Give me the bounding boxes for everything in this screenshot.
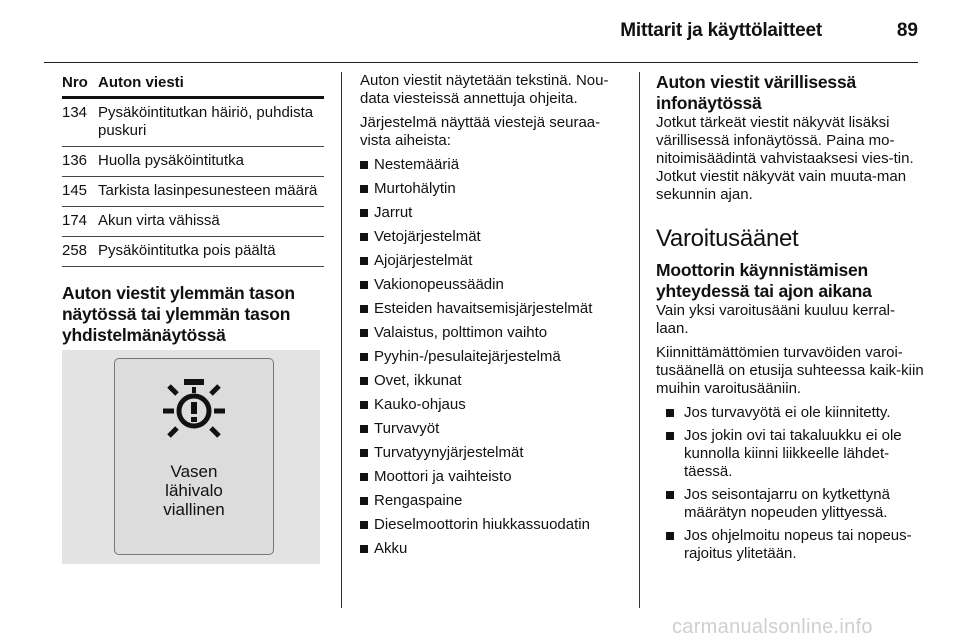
paragraph: Jotkut tärkeät viestit näkyvät lisäksi värillisessä infonäytössä. Paina mo-nitoimisäädintä vahvistaaksesi vies-tin. Jotkut viestit näkyvät vain muuta-man sekunnin ajan. [656,114,914,203]
page-number: 89 [896,20,918,41]
topic-list [360,156,630,558]
page-title: Mittarit ja käyttölaitteet [620,20,822,41]
list-item: Rengaspaine [360,492,630,510]
light-bulb-warning-icon [158,373,230,451]
section-heading-engine-start: Moottorin käynnistämisen yhteydessä tai ajon aikana [656,260,872,301]
paragraph: Auton viestit näytetään tekstinä. Nou-data viesteissä annettuja ohjeita. [360,72,609,107]
display-screen [114,358,274,555]
column-divider [639,72,640,608]
list-item: Jos jokin ovi tai takaluukku ei ole kunnolla kiinni liikkeelle lähdet-täessä. [656,427,926,481]
table-row [62,98,324,147]
page-header [44,0,918,63]
message-number: 136 [62,147,98,177]
list-item: Akku [360,540,630,558]
list-item: Jarrut [360,204,630,222]
display-line: Vasen [170,462,218,481]
list-item: Turvavyöt [360,420,630,438]
message-text: Pysäköintitutkan häiriö, puhdista puskuri [98,98,324,147]
table-header-row [62,72,324,98]
message-text: Pysäköintitutka pois päältä [98,237,324,267]
list-item: Turvatyynyjärjestelmät [360,444,630,462]
column-right [656,72,926,568]
column-left [62,72,327,346]
section-heading-upper-display: Auton viestit ylemmän tason näytössä tai ylemmän tason yhdistelmänäytössä [62,283,295,345]
column-divider [341,72,342,608]
message-number: 258 [62,237,98,267]
column-middle [360,72,630,564]
list-item: Dieselmoottorin hiukkassuodatin [360,516,630,534]
display-message [115,462,273,519]
section-heading-color-display: Auton viestit värillisessä infonäytössä [656,72,857,113]
list-item: Kauko-ohjaus [360,396,630,414]
list-item: Pyyhin-/pesulaitejärjestelmä [360,348,630,366]
table-row [62,177,324,207]
table-row [62,237,324,267]
paragraph: Kiinnittämättömien turvavöiden varoi-tusäänellä on etusija suhteessa kaik-kiin muihin varoitusääniin. [656,344,924,397]
list-item: Murtohälytin [360,180,630,198]
paragraph: Järjestelmä näyttää viestejä seuraa-vista aiheista: [360,114,601,149]
section-title-warning-sounds: Varoitusäänet [656,225,799,252]
display-illustration [62,350,320,564]
display-line: viallinen [163,500,225,519]
paragraph: Vain yksi varoitusääni kuuluu kerral-laan. [656,302,895,337]
column-header-message: Auton viesti [98,72,324,98]
list-item: Jos turvavyötä ei ole kiinnitetty. [656,404,926,422]
display-line: lähivalo [165,481,223,500]
list-item: Nestemääriä [360,156,630,174]
condition-list [656,404,926,563]
table-row [62,207,324,237]
list-item: Moottori ja vaihteisto [360,468,630,486]
column-header-number: Nro [62,72,98,98]
message-number: 134 [62,98,98,147]
vehicle-message-table [62,72,324,267]
message-number: 174 [62,207,98,237]
table-row [62,147,324,177]
list-item: Valaistus, polttimon vaihto [360,324,630,342]
watermark: carmanualsonline.info [672,616,873,638]
list-item: Jos seisontajarru on kytkettynä määrätyn nopeuden ylittyessä. [656,486,926,522]
message-text: Huolla pysäköintitutka [98,147,324,177]
message-number: 145 [62,177,98,207]
message-text: Tarkista lasinpesunesteen määrä [98,177,324,207]
list-item: Vetojärjestelmät [360,228,630,246]
message-text: Akun virta vähissä [98,207,324,237]
list-item: Ajojärjestelmät [360,252,630,270]
list-item: Vakionopeussäädin [360,276,630,294]
list-item: Esteiden havaitsemisjärjestelmät [360,300,630,318]
list-item: Ovet, ikkunat [360,372,630,390]
list-item: Jos ohjelmoitu nopeus tai nopeus-rajoitus ylitetään. [656,527,926,563]
